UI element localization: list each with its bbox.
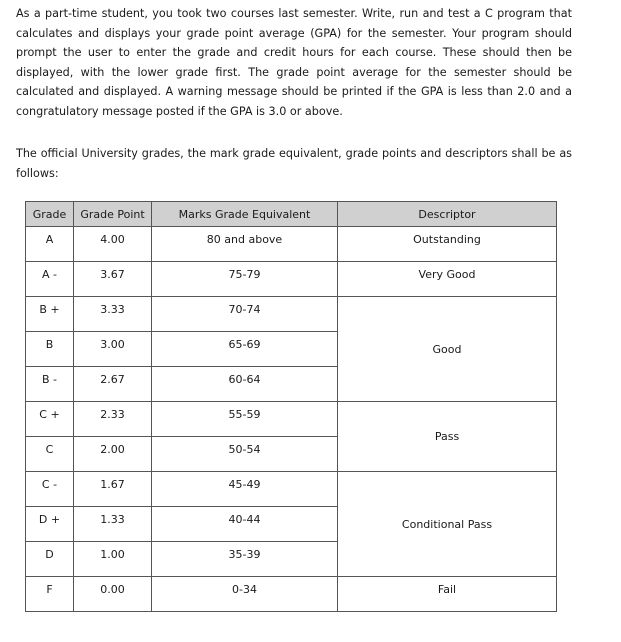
marks-cell: 45-49: [228, 478, 261, 491]
table-row: [26, 297, 557, 332]
marks-cell: 60-64: [228, 373, 261, 386]
grade-point-cell: 3.00: [100, 338, 125, 351]
marks-cell: 0-34: [232, 583, 257, 596]
marks-cell: 35-39: [228, 548, 261, 561]
grade-cell: B: [45, 338, 54, 351]
descriptor-cell: Pass: [338, 402, 557, 472]
grade-cell: C +: [39, 408, 60, 421]
grade-point-cell: 3.33: [100, 303, 125, 316]
grade-cell: A: [45, 233, 54, 246]
table-row: [26, 402, 557, 437]
table-row: [26, 227, 557, 262]
header-descriptor: Descriptor: [338, 202, 557, 227]
descriptor-cell: Conditional Pass: [338, 472, 557, 577]
grade-point-cell: 3.67: [100, 268, 125, 281]
grade-point-cell: 2.00: [100, 443, 125, 456]
grade-point-cell: 2.33: [100, 408, 125, 421]
header-grade: Grade: [26, 202, 74, 227]
header-grade-point: Grade Point: [74, 202, 152, 227]
grade-point-cell: 0.00: [100, 583, 125, 596]
assignment-paragraph: As a part-time student, you took two courses last semester. Write, run and test a C program that calculates and displays your grade point average (GPA) for the semester. Your program should prompt the user to enter the grade and credit hours for each course. These should then be displayed, with the lower grade first. The grade point average for the semester should be calculated and displayed. A warning message should be printed if the GPA is less than 2.0 and a congratulatory message posted if the GPA is 3.0 or above.: [16, 7, 572, 118]
marks-cell: 50-54: [228, 443, 261, 456]
descriptor-cell: Very Good: [418, 268, 476, 281]
descriptor-cell: Outstanding: [413, 233, 481, 246]
grade-cell: A -: [42, 268, 57, 281]
grade-cell: D +: [38, 513, 61, 526]
grade-point-cell: 4.00: [100, 233, 125, 246]
grade-point-cell: 1.67: [100, 478, 125, 491]
grade-cell: B -: [41, 373, 57, 386]
marks-cell: 55-59: [228, 408, 261, 421]
marks-cell: 40-44: [228, 513, 261, 526]
grade-cell: B +: [39, 303, 60, 316]
grade-cell: C: [45, 443, 54, 456]
grade-cell: F: [46, 583, 53, 596]
descriptor-cell: Good: [338, 297, 557, 402]
marks-cell: 65-69: [228, 338, 261, 351]
table-row: [26, 262, 557, 297]
marks-cell: 75-79: [228, 268, 261, 281]
grade-point-cell: 2.67: [100, 373, 125, 386]
grade-point-cell: 1.33: [100, 513, 125, 526]
table-row: [26, 472, 557, 507]
marks-cell: 70-74: [228, 303, 261, 316]
grade-cell: D: [45, 548, 54, 561]
descriptor-cell: Fail: [437, 583, 457, 596]
grade-point-cell: 1.00: [100, 548, 125, 561]
table-row: [26, 577, 557, 612]
marks-cell: 80 and above: [206, 233, 283, 246]
header-marks-grade-equivalent: Marks Grade Equivalent: [152, 202, 338, 227]
grade-cell: C -: [41, 478, 58, 491]
table-header-row: [26, 202, 557, 227]
grade-table: [25, 201, 557, 612]
grades-intro-paragraph: The official University grades, the mark grade equivalent, grade points and descriptors shall be as follows:: [16, 147, 572, 180]
